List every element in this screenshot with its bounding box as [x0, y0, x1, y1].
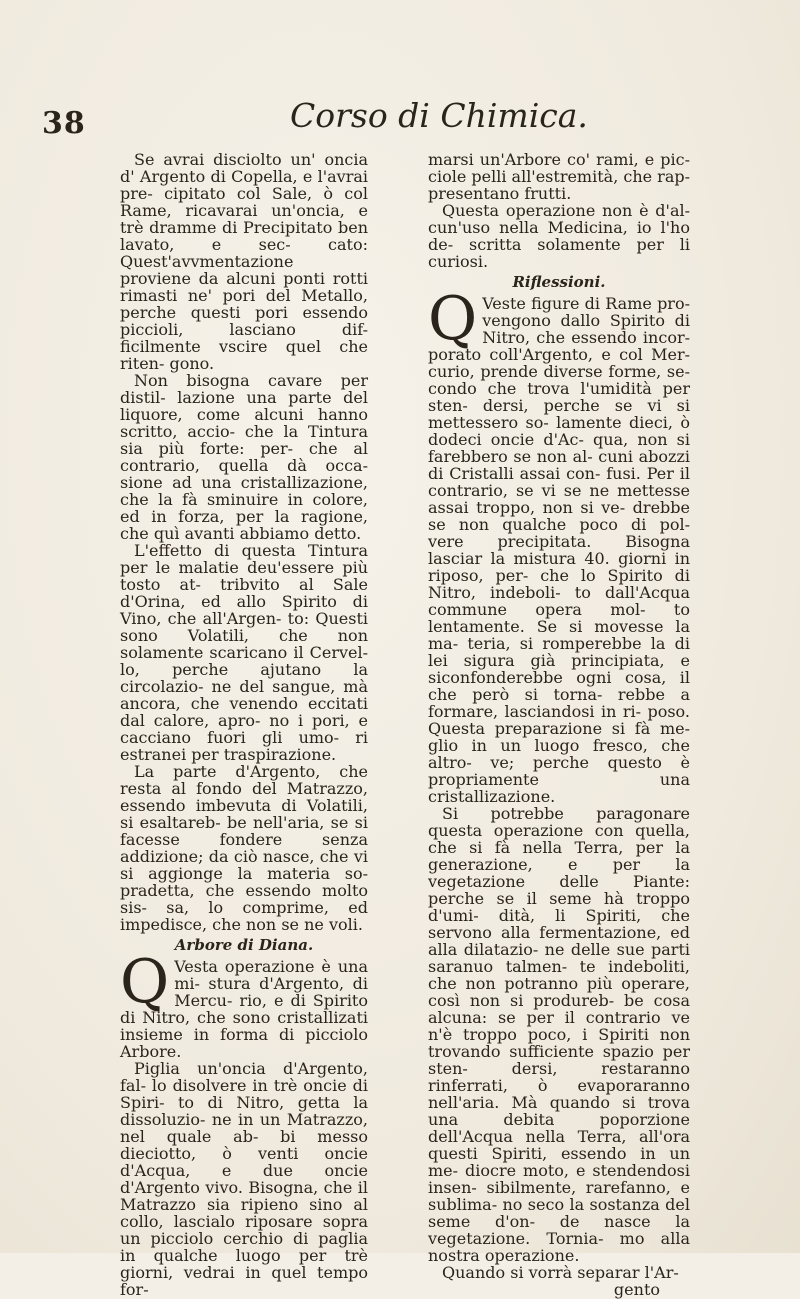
- paragraph: Non bisogna cavare per distil- lazione una parte del liquore, come alcuni hanno scritto, accio- che la Tintura sia più forte: per- che al contrario, quella dà occa- sione ad una cristallizazione, che la fà sminuire in colore, ed in forza, per la ragione, che quì avanti abbiamo detto.: [120, 371, 368, 543]
- page-number: 38: [42, 106, 86, 141]
- drop-cap: Q: [120, 947, 170, 1017]
- paragraph: Questa operazione non è d'al- cun'uso nella Medicina, io l'ho de- scritta solamente per li curiosi.: [428, 201, 690, 271]
- paragraph: Piglia un'oncia d'Argento, fal- lo disolvere in trè oncie di Spiri- to di Nitro, getta la dissoluzio- ne in un Matrazzo, nel quale ab- bi messo dieciotto, ò venti oncie d'Acqua, e due oncie d'Argento vivo. Bisogna, che il Matrazzo sia ripieno sino al collo, lascialo riposare sopra un picciolo cerchio di paglia in qualche luogo per trè giorni, vedrai in quel tempo for-: [120, 1059, 368, 1299]
- paragraph: La parte d'Argento, che resta al fondo del Matrazzo, essendo imbevuta di Volatili, si esaltareb- be nell'aria, se si facesse fondere senza addizione; da ciò nasce, che vi si aggionge la materia so- pradetta, che essendo molto sis- sa, lo comprime, ed impedisce, che non se ne voli.: [120, 762, 368, 934]
- paragraph-with-dropcap: [428, 284, 690, 806]
- paragraph: Si potrebbe paragonare questa operazione con quella, che si fà nella Terra, per la generazione, e per la vegetazione delle Piante: perche se il seme hà troppo d'umi- dità, li Spiriti, che servono alla fermentazione, ed alla dilatazio- ne delle sue parti saranuo talmen- te indeboliti, che non potranno più operare, così non si produreb- be cosa alcuna: se per il contrario ve n'è troppo poco, i Spiriti non trovando sufficiente spazio per sten- dersi, restaranno rinferrati, ò evaporaranno nell'aria. Mà quando si trova una debita poporzione dell'Acqua nella Terra, all'ora questi Spiriti, essendo in un me- diocre moto, e stendendosi insen- sibilmente, rarefanno, e sublima- no seco la sostanza del seme d'on- de nasce la vegetazione. Tornia- mo alla nostra operazione.: [428, 804, 690, 1265]
- paragraph: Se avrai disciolto un' oncia d' Argento di Copella, e l'avrai pre- cipitato col Sale, ò col Rame, ricavarai un'oncia, e trè dramme di Precipitato ben lavato, e sec- cato: Quest'avvmentazione proviene da alcuni ponti rotti rimasti ne' pori del Metallo, perche questi pori essendo piccioli, lasciano dif- ficilmente vscire quel che riten- gono.: [120, 150, 368, 373]
- running-title: Corso di Chimica.: [290, 96, 588, 135]
- paragraph: L'effetto di questa Tintura per le malatie deu'essere più tosto at- tribvito al Sale d'Orina, ed allo Spirito di Vino, che all'Argen- to: Questi sono Volatili, che non solamente scaricano il Cervel- lo, perche ajutano la circolazio- ne del sangue, mà ancora, che venendo eccitati dal calore, apro- no i pori, e cacciano fuori gli umo- ri estranei per traspirazione.: [120, 541, 368, 764]
- right-column: [428, 151, 690, 1298]
- drop-cap: Q: [428, 284, 478, 354]
- paragraph-with-dropcap: [120, 947, 368, 1061]
- paragraph-text: Vesta operazione è una mi- stura d'Argento, di Mercu- rio, e di Spirito di Nitro, che sono cristallizati insieme in forma di picciolo Arbore.: [120, 957, 368, 1061]
- paragraph-text: Veste figure di Rame pro- vengono dallo Spirito di Nitro, che essendo incor- porato coll'Argento, e col Mer- curio, prende diverse forme, se- condo che trova l'umidità per sten- dersi, perche se vi si mettessero so- lamente dieci, ò dodeci oncie d'Ac- qua, non si farebbero se non al- cuni abozzi di Cristalli assai con- fusi. Per il contrario, se vi se ne mettesse assai troppo, non si ve- drebbe se non qualche poco di pol- vere precipitata. Bisogna lasciar la mistura 40. giorni in riposo, per- che lo Spirito di Nitro, indeboli- to dall'Acqua commune opera mol- to lentamente. Se si movesse la ma- teria, si romperebbe la di lei sigura già principiata, e siconfonderebbe ogni cosa, il che però si torna- rebbe a formare, lasciandosi in ri- poso. Questa preparazione si fà me- glio in un luogo fresco, che altro- ve; perche questo è propriamente una cristallizazione.: [428, 294, 690, 806]
- section-heading: Riflessioni.: [512, 273, 606, 291]
- paragraph: marsi un'Arbore co' rami, e pic- ciole pelli all'estremità, che rap- presentano frutti.: [428, 150, 691, 203]
- paragraph: Quando si vorrà separar l'Ar-: [442, 1263, 679, 1282]
- left-column: [120, 151, 368, 1298]
- catchword: gento: [613, 1280, 660, 1299]
- section-heading: Arbore di Diana.: [174, 936, 314, 954]
